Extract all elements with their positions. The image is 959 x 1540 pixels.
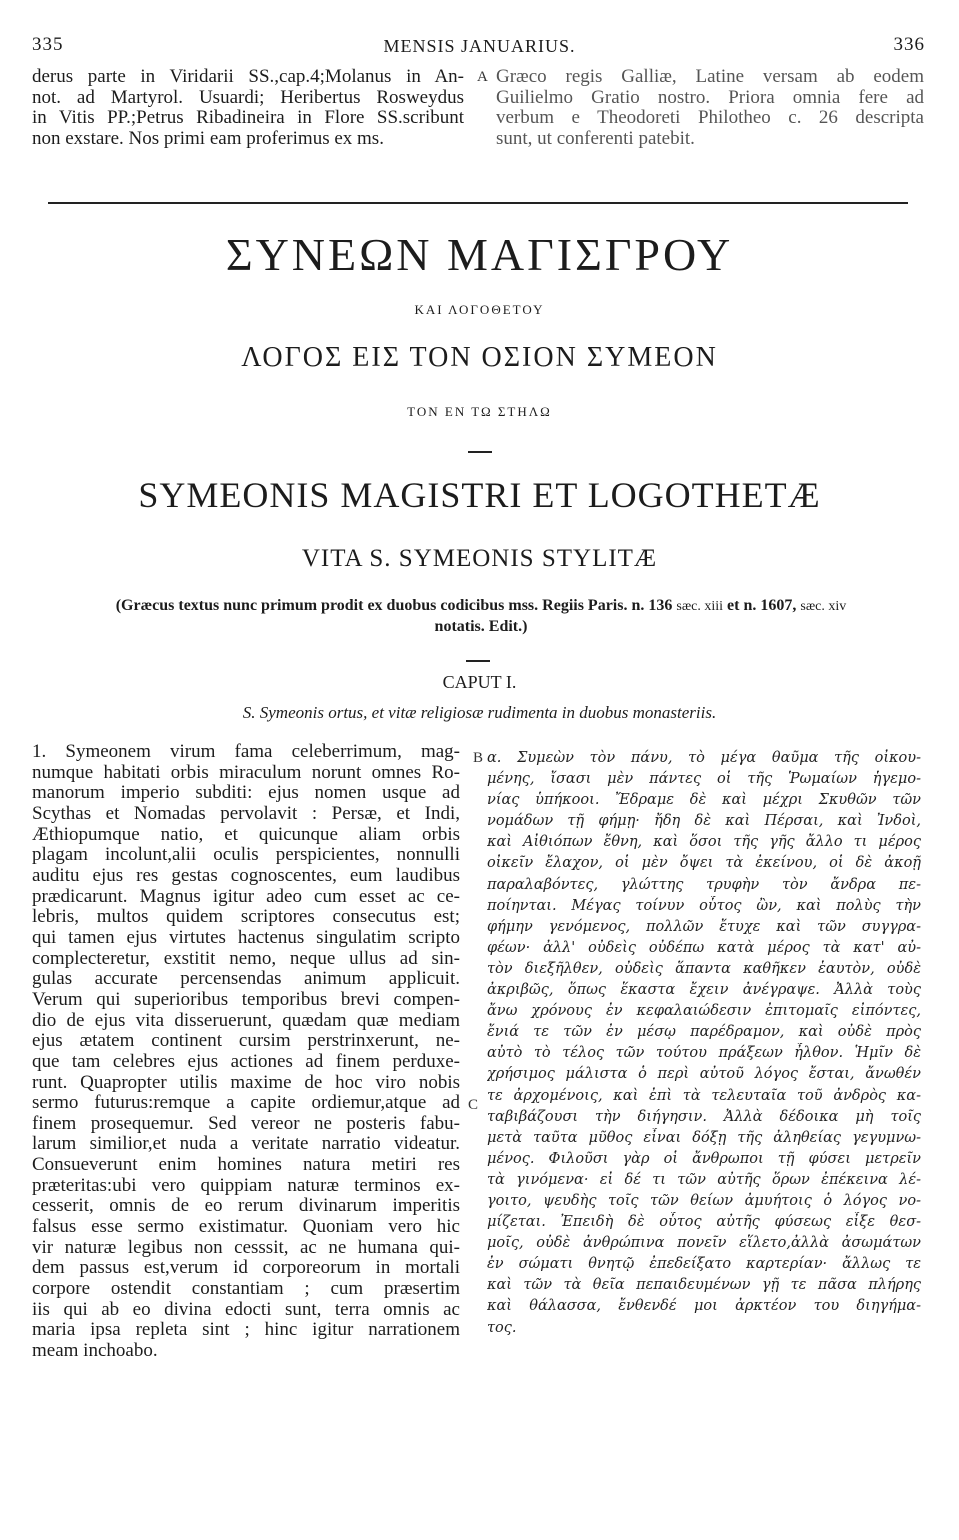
text-line: φήμην γενόμενος, πολλῶν ἔτυχε καὶ τῶν συγγρα-: [487, 918, 921, 935]
text-line: verbum e Theodoreti Philotheo c. 26 descripta: [496, 108, 924, 128]
text-line: ἀκριβῶς, ὅπως ἕκαστα ἔχειν ἀνέγραψε. Ἀλλὰ τοὺς: [487, 982, 921, 999]
text-line: τὸν διεξῆλθεν, οὐδεὶς ἅπαντα καθῆκεν ἑαυτὸν, οὐδὲ: [487, 960, 921, 977]
greek-subtitle-1: ΚΑΙ ΛΟΓΟΘΕΤΟΥ: [414, 302, 545, 317]
greek-subtitle-2: ΛΟΓΟΣ ΕΙΣ ΤΟΝ ΟΣΙΟΝ ΣΥΜΕΟΝ: [241, 342, 718, 373]
text-line: μοῖς, οὐδὲ ἀνθρώπινα πονεῖν εἵλετο,ἀλλὰ ἀσωμάτων: [487, 1235, 921, 1252]
editorial-note: [36, 596, 926, 637]
text-line: Guilielmo Gratio nostro. Priora omnia fere ad: [496, 87, 924, 108]
text-line: derus parte in Viridarii SS.,cap.4;Molanus in An-: [32, 67, 464, 87]
latin-text-column: [32, 742, 460, 1362]
greek-text-column: [487, 748, 921, 1339]
note-edit: Edit.: [488, 618, 523, 635]
page-number-right: 336: [893, 34, 925, 55]
note-century-b: sæc. xiv: [800, 599, 847, 614]
text-line: runt. Quapropter utilis maxime de hoc viro nobis: [32, 1072, 460, 1093]
text-line: γοιτο, ψευδὴς τοῖς τῶν θείων ἀμυήτοις ὁ λόγος νο-: [487, 1192, 921, 1209]
text-line: τος.: [487, 1319, 517, 1336]
text-line: φέων· ἀλλ' οὐδεὶς οὐδέπω κατὰ μέρος τὰ κατ' αὐ-: [487, 939, 921, 956]
text-line: ἔνιά τε τῶν ἐν μέσῳ παρέδραμον, καὶ οὐδὲ πρὸς: [487, 1024, 921, 1041]
text-line: falsus esse sermo existimatur. Quoniam vero hic: [32, 1217, 460, 1238]
page-number-left: 335: [32, 34, 64, 55]
text-line: sermo futurus:remque a capite ordiemur,atque ad: [32, 1093, 460, 1114]
text-line: larum similior,et nuda a veritate narratio videatur.: [32, 1134, 460, 1155]
top-left-column: [32, 67, 464, 149]
text-line: qui tamen ejus virtutes hactenus singulatim scripto: [32, 927, 460, 948]
text-line: ἐν σώματι θνητῷ ἐπεδείξατο καρτερίαν· ἄλλως τε: [487, 1256, 921, 1273]
text-line: ἄνω χρόνους ἐν κεφαλαιώδεσιν ἐπιτομαῖς εἰπόντες,: [487, 1003, 921, 1020]
text-line: χρήσιμος μάλιστα ὁ περὶ αὐτοῦ λόγος ἔσται, ἄνωθέν: [487, 1066, 921, 1083]
text-line: τε ἀρχομένοις, καὶ ἐπὶ τὰ τελευταῖα τοῦ ἀνδρὸς κα-: [487, 1087, 921, 1104]
text-line: Scythas et Nomadas pervolavit : Persæ, et Indi,: [32, 803, 460, 824]
text-line: καὶ τῶν τὰ θεῖα πεπαιδευμένων γῇ τε πᾶσα πλήρης: [487, 1277, 921, 1294]
text-line: 1. Symeonem virum fama celeberrimum, mag-: [32, 742, 460, 762]
chapter-heading: CAPUT I.: [442, 672, 517, 692]
chapter-summary: S. Symeonis ortus, et vitæ religiosæ rudimenta in duobus monasteriis.: [242, 703, 717, 722]
text-line: præteritas:ubi vero quippiam naturæ terminos ex-: [32, 1175, 460, 1196]
caput-dash: [466, 660, 490, 662]
running-title: MENSIS JANUARIUS.: [383, 36, 576, 56]
text-line: meam inchoabo.: [32, 1341, 158, 1362]
text-line: καὶ θάλασσα, ἔνθενδέ μοι ἀρκτέον του διηγήμα-: [487, 1298, 921, 1315]
text-line: prædicarunt. Magnus igitur adeo cum esset ac ce-: [32, 886, 460, 907]
text-line: παραλαβόντες, γλώττης τρυφὴν τὸν ἄνδρα πε-: [487, 876, 921, 893]
title-dash: [468, 451, 492, 453]
text-line: μένης, ἴσασι μὲν πάντες οἱ τῆς Ῥωμαίων ἡγεμο-: [487, 771, 921, 788]
text-line: μένος. Φιλοῦσι γὰρ οἱ ἄνθρωποι τῇ φύσει μετρεῖν: [487, 1150, 921, 1167]
text-line: que tam celebres ejus actiones ad finem perduxe-: [32, 1051, 460, 1072]
margin-marker-c: C: [468, 1097, 479, 1113]
text-line: plagam incolunt,alii oculis perspicientes, nonnulli: [32, 845, 460, 866]
text-line: finem prosequemur. Sed vereor ne posteris fabu-: [32, 1113, 460, 1134]
text-line: ποίηνται. Μέγας τοίνυν οὗτος ὢν, καὶ πολὺς τὴν: [487, 897, 921, 914]
text-line: maria ipsa repleta sint ; hinc igitur narrationem: [32, 1320, 460, 1341]
text-line: non exstare. Nos primi eam proferimus ex ms.: [32, 128, 384, 149]
text-line: dem passus est,verum id corporeorum in mortali: [32, 1258, 460, 1279]
text-line: iis qui ab eo divina edocti sunt, terra omnis ac: [32, 1299, 460, 1320]
text-line: νομάδων τῇ φήμῃ· ἤδη δὲ καὶ Πέρσαι, καὶ Ἰνδοὶ,: [487, 813, 921, 830]
text-line: corpore ostendit constantiam ; cum præsertim: [32, 1279, 460, 1300]
text-line: complecteretur, exstitit nemo, neque ullus ad sin-: [32, 948, 460, 969]
text-line: numque habitati orbis miraculum norunt omnes Ro-: [32, 762, 460, 783]
note-text-d: ): [522, 618, 528, 635]
top-right-column: [496, 67, 924, 149]
text-line: in Vitis PP.;Petrus Ribadineira in Flore SS.scribunt: [32, 108, 464, 128]
text-line: not. ad Martyrol. Usuardi; Heribertus Rosweydus: [32, 87, 464, 108]
latin-title: SYMEONIS MAGISTRI ET LOGOTHETÆ: [138, 475, 821, 515]
text-line: dio de ejus vita disseruerunt, quædam quæ mediam: [32, 1010, 460, 1031]
text-line: νίας ὑπήκοοι. Ἔδραμε δὲ καὶ μέχρι Σκυθῶν τῶν: [487, 792, 921, 809]
latin-subtitle: VITA S. SYMEONIS STYLITÆ: [301, 545, 658, 572]
text-line: αὐτὸ τὸ τέλος τῶν τούτου πράξεων ἦλθον. Ἡμῖν δὲ: [487, 1045, 921, 1062]
text-line: καὶ Αἰθιόπων ἔθνη, καὶ ὅσοι τῆς γῆς ἄλλο τι μέρος: [487, 834, 921, 851]
text-line: α. Συμεὼν τὸν πάνυ, τὸ μέγα θαῦμα τῆς οἰκου-: [487, 750, 921, 766]
text-line: Æthiopumque natio, et quicunque aliam orbis: [32, 824, 460, 845]
text-line: Consueverunt enim homines natura metiri res: [32, 1155, 460, 1176]
text-line: τὰ γινόμενα· εἰ δέ τι τῶν αὐτῆς ὅρων ἐπέκεινα λέ-: [487, 1171, 921, 1188]
text-line: μίζεται. Ἐπειδὴ δὲ οὗτος αὐτῆς φύσεως εἶξε θεσ-: [487, 1214, 921, 1231]
text-line: lebris, multos quidem scriptores consecutus est;: [32, 907, 460, 928]
text-line: ταβιβάζουσι τὴν διήγησιν. Ἀλλὰ δέδοικα μὴ τοῖς: [487, 1108, 921, 1125]
text-line: auditu ejus res gestas cognoscentes, eum laudibus: [32, 865, 460, 886]
text-line: Græco regis Galliæ, Latine versam ab eodem: [496, 67, 924, 87]
note-text-b: et n. 1607,: [723, 597, 801, 614]
note-century-a: sæc. xiii: [676, 599, 724, 614]
text-line: vir naturæ legibus non cesssit, ac ne humana qui-: [32, 1237, 460, 1258]
greek-subtitle-3: ΤΟΝ ΕΝ ΤΩ ΣΤΗΛΩ: [407, 404, 552, 419]
note-text-a: (Græcus textus nunc primum prodit ex duobus codicibus mss. Regiis Paris. n. 136: [115, 597, 677, 614]
text-line: οἰκεῖν ἔλαχον, οἱ μὲν ὄψει τὰ ἐκείνου, οἱ δὲ ἀκοῇ: [487, 855, 921, 872]
text-line: gulas accurate percensendas animum applicuit.: [32, 969, 460, 990]
margin-marker-b: B: [473, 750, 484, 766]
text-line: μετὰ ταῦτα μῦθος εἶναι δόξῃ τῆς ἀληθείας γεγυμνω-: [487, 1129, 921, 1146]
text-line: cesserit, omnis de eo rerum divinarum imperitis: [32, 1196, 460, 1217]
text-line: Verum qui superioribus temporibus brevi compen-: [32, 989, 460, 1010]
text-line: ejus ætatem continent cursim perstrinxerunt, ne-: [32, 1031, 460, 1052]
note-text-c: notatis.: [434, 618, 489, 635]
greek-title: ΣΥΝΕΩΝ ΜΑΓΙΣΓΡΟΥ: [225, 229, 734, 280]
margin-marker-a: A: [477, 69, 488, 85]
text-line: sunt, ut conferenti patebit.: [496, 128, 695, 149]
section-rule: [48, 202, 908, 204]
text-line: manorum imperio subditi: ejus nomen usque ad: [32, 783, 460, 804]
